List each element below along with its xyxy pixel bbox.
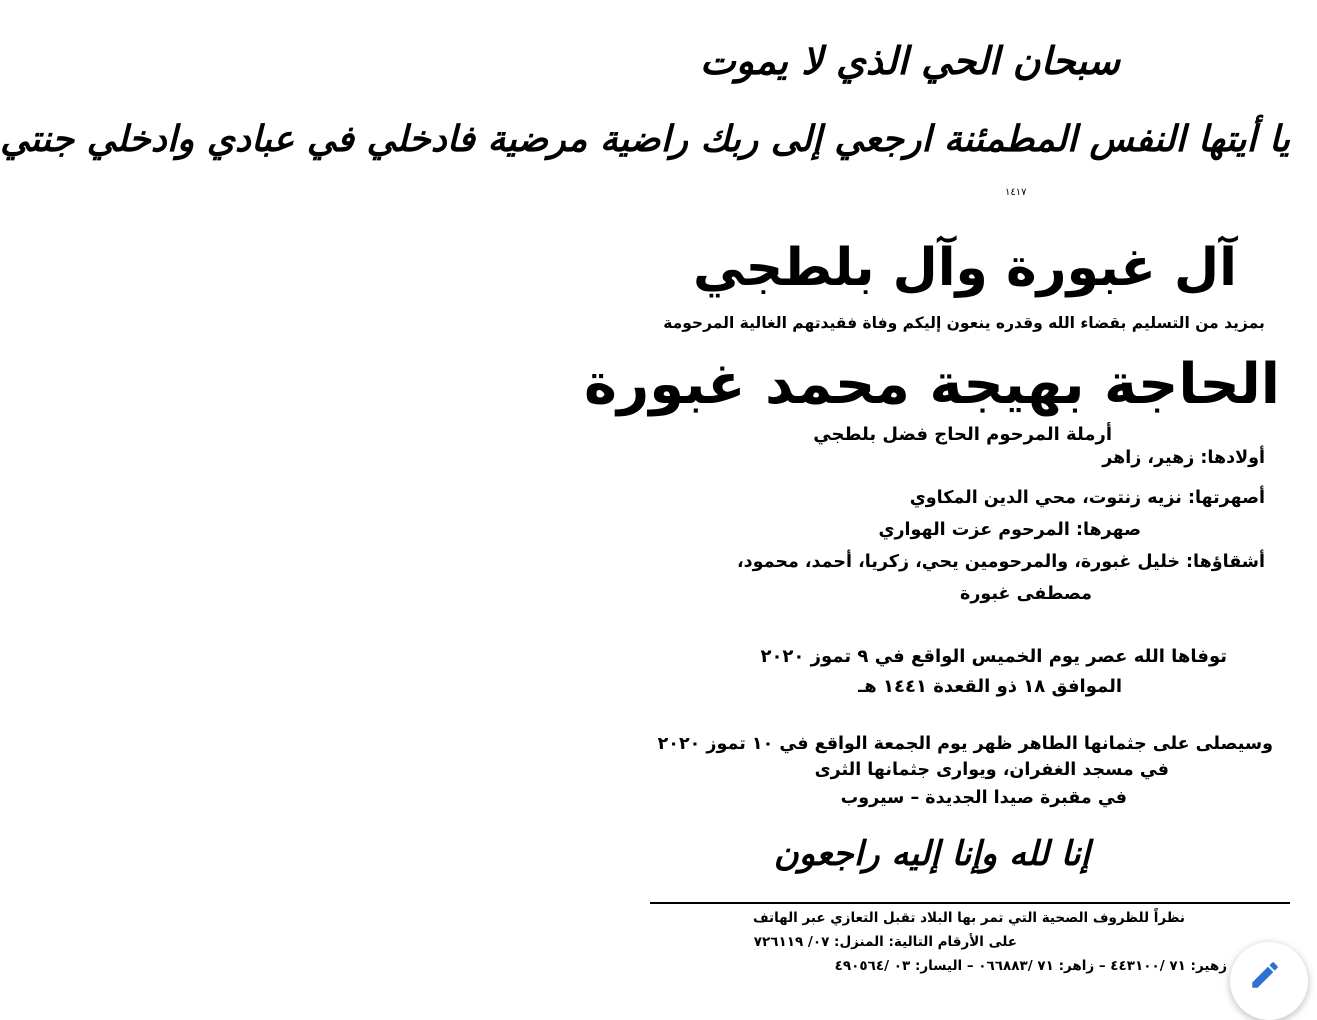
death-date-line: توفاها الله عصر يوم الخميس الواقع في ٩ تموز ٢٠٢٠ [760, 646, 1227, 667]
funeral-prayer-line: وسيصلى على جثمانها الطاهر ظهر يوم الجمعة الواقع في ١٠ تموز ٢٠٢٠ [657, 734, 1273, 754]
family-phones-line: زهير: ٧١ /٤٤٣١٠٠ – زاهر: ٧١ /٠٦٦٨٨٣ – اليسار: ٠٣ /٤٩٠٥٦٤ [834, 958, 1227, 974]
closing-verse: إنا لله وإنا إليه راجعون [773, 834, 1090, 874]
header-verse: يا أيتها النفس المطمئنة ارجعي إلى ربك راضية مرضية فادخلي في عبادي وادخلي جنتي [0, 118, 1290, 160]
widow-of-line: أرملة المرحوم الحاج فضل بلطجي [813, 424, 1112, 445]
header-verse-title: سبحان الحي الذي لا يموت [699, 38, 1120, 83]
burial-place-line: في مقبرة صيدا الجديدة – سيروب [840, 788, 1127, 808]
families-title: آل غبورة وآل بلطجي [693, 238, 1237, 298]
son-in-law-line: صهرها: المرحوم عزت الهواري [878, 520, 1141, 540]
condolence-notice: نظراً للظروف الصحية التي تمر بها البلاد تقبل التعازي عبر الهاتف [752, 910, 1185, 926]
pencil-icon [1248, 958, 1282, 992]
announcement-text: بمزيد من التسليم بقضاء الله وقدره ينعون إليكم وفاة فقيدتهم الغالية المرحومة [663, 314, 1265, 332]
verse-reference: ١٤١٧ [1005, 187, 1027, 198]
sons-in-law-line: أصهرتها: نزيه زنتوت، محي الدين المكاوي [909, 488, 1265, 508]
home-phone-line: على الأرقام التالية: المنزل: ٠٧/ ٧٢٦١١٩ [753, 934, 1017, 950]
brothers-line: أشقاؤها: خليل غبورة، والمرحومين يحي، زكريا، أحمد، محمود، [737, 552, 1265, 572]
brothers-line-continued: مصطفى غبورة [960, 584, 1092, 604]
footer-divider [650, 902, 1290, 904]
deceased-name: الحاجة بهيجة محمد غبورة [583, 352, 1280, 417]
hijri-date-line: الموافق ١٨ ذو القعدة ١٤٤١ هـ [858, 676, 1122, 697]
edit-button[interactable] [1230, 942, 1308, 1020]
sons-line: أولادها: زهير، زاهر [1102, 448, 1265, 468]
funeral-mosque-line: في مسجد الغفران، ويوارى جثمانها الثرى [814, 760, 1169, 780]
